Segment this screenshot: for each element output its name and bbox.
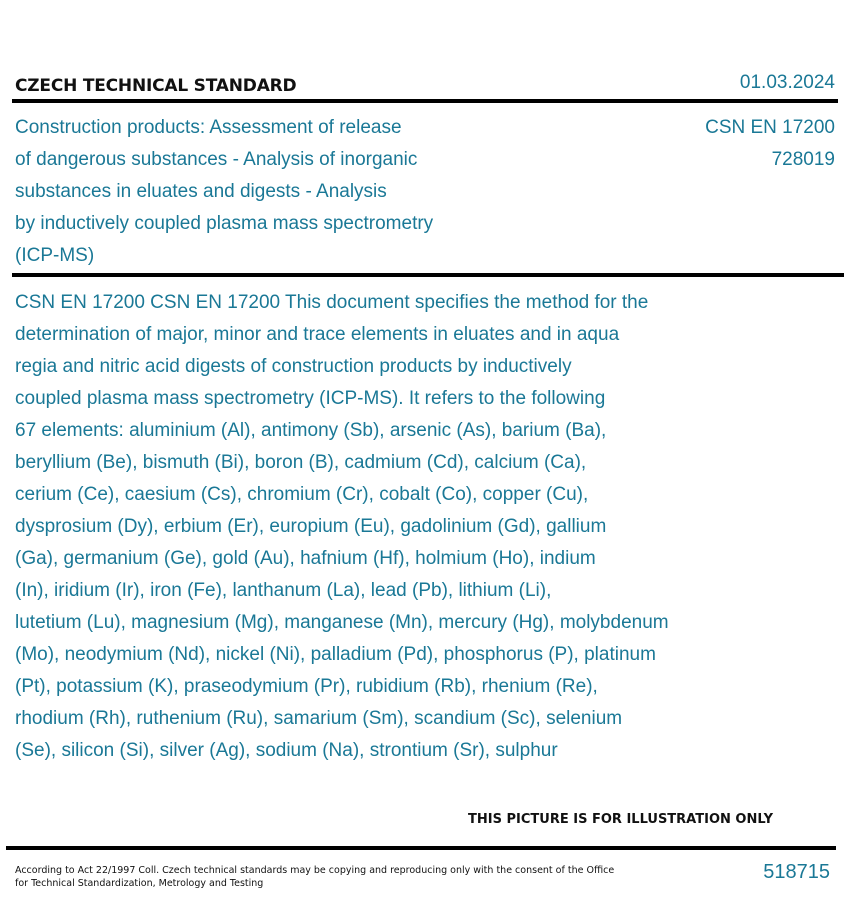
- abstract-line: CSN EN 17200 CSN EN 17200 This document specifies the method for the: [15, 292, 649, 313]
- title-divider: [12, 273, 844, 277]
- abstract-line: (Ga), germanium (Ge), gold (Au), hafnium (Hf), holmium (Ho), indium: [15, 548, 596, 569]
- standard-category-heading: CZECH TECHNICAL STANDARD: [15, 76, 297, 96]
- abstract-line: (Se), silicon (Si), silver (Ag), sodium (Na), strontium (Sr), sulphur: [15, 740, 558, 761]
- title-line: of dangerous substances - Analysis of inorganic: [15, 149, 418, 170]
- standard-identifiers: [705, 112, 835, 176]
- abstract-line: cerium (Ce), caesium (Cs), chromium (Cr), cobalt (Co), copper (Cu),: [15, 484, 589, 505]
- abstract-line: rhodium (Rh), ruthenium (Ru), samarium (Sm), scandium (Sc), selenium: [15, 708, 623, 729]
- abstract-text: [15, 287, 775, 767]
- abstract-line: determination of major, minor and trace elements in eluates and in aqua: [15, 324, 620, 345]
- abstract-line: regia and nitric acid digests of construction products by inductively: [15, 356, 572, 377]
- title-line: Construction products: Assessment of release: [15, 117, 402, 138]
- copyright-note: [15, 864, 615, 890]
- abstract-line: 67 elements: aluminium (Al), antimony (Sb), arsenic (As), barium (Ba),: [15, 420, 607, 441]
- abstract-line: coupled plasma mass spectrometry (ICP-MS). It refers to the following: [15, 388, 606, 409]
- header-divider: [12, 99, 838, 103]
- abstract-line: dysprosium (Dy), erbium (Er), europium (Eu), gadolinium (Gd), gallium: [15, 516, 607, 537]
- abstract-line: (Mo), neodymium (Nd), nickel (Ni), palladium (Pd), phosphorus (P), platinum: [15, 644, 656, 665]
- footer-divider: [6, 846, 836, 850]
- illustration-notice: THIS PICTURE IS FOR ILLUSTRATION ONLY: [468, 812, 773, 827]
- abstract-line: (Pt), potassium (K), praseodymium (Pr), rubidium (Rb), rhenium (Re),: [15, 676, 598, 697]
- title-line: by inductively coupled plasma mass spectrometry: [15, 213, 434, 234]
- standard-title: [15, 112, 535, 272]
- abstract-line: lutetium (Lu), magnesium (Mg), manganese (Mn), mercury (Hg), molybdenum: [15, 612, 669, 633]
- copyright-line: According to Act 22/1997 Coll. Czech technical standards may be copying and reproducing only with the consent of the Office: [15, 865, 615, 876]
- publication-date: 01.03.2024: [739, 72, 835, 93]
- document-id: 518715: [763, 861, 830, 883]
- standard-code: CSN EN 17200: [705, 117, 835, 138]
- title-line: substances in eluates and digests - Analysis: [15, 181, 387, 202]
- class-number: 728019: [771, 149, 835, 170]
- abstract-line: (In), iridium (Ir), iron (Fe), lanthanum (La), lead (Pb), lithium (Li),: [15, 580, 552, 601]
- copyright-line: for Technical Standardization, Metrology and Testing: [15, 878, 264, 889]
- abstract-line: beryllium (Be), bismuth (Bi), boron (B), cadmium (Cd), calcium (Ca),: [15, 452, 587, 473]
- title-line: (ICP-MS): [15, 245, 95, 266]
